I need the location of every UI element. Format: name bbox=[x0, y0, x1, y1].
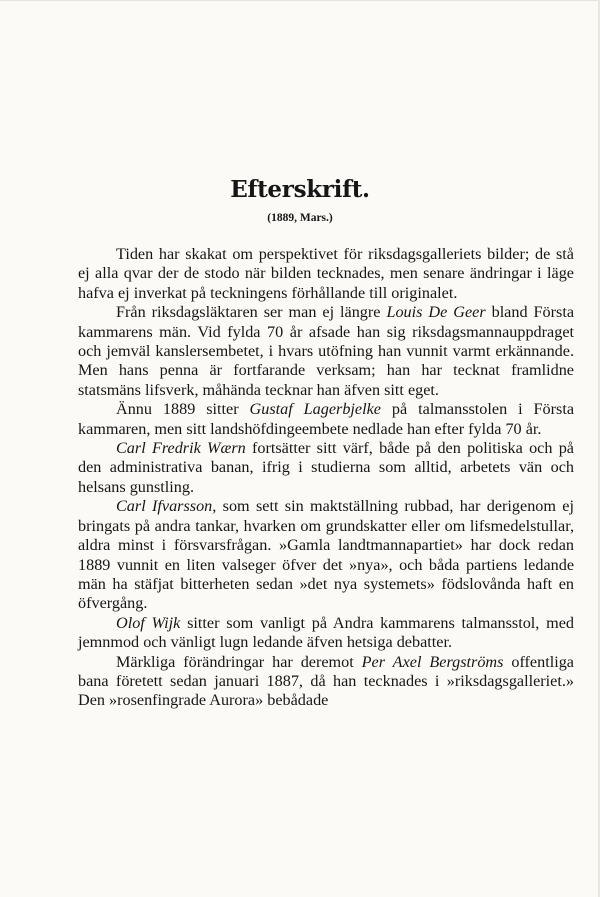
paragraph bbox=[78, 439, 574, 497]
paragraph bbox=[78, 303, 574, 400]
person-name: Louis De Geer bbox=[386, 303, 486, 322]
page-title: Efterskrift. bbox=[230, 176, 370, 203]
person-name: Carl Ifvarsson, bbox=[116, 497, 217, 516]
person-name: Gustaf Lagerbjelke bbox=[249, 400, 381, 419]
person-name: Per Axel Bergströms bbox=[361, 652, 504, 671]
text-run: bland Första kammarens män. Vid fylda 70 år afsade han sig riksdagsmannauppdraget och jemväl kanslersembetet, i hvars utöfning han vunnit varmt erkännande. Men hans penna är fortfarande verksam; han har tecknat framlidne statsmäns lifsverk, måhända tecknar han äfven sitt eget. bbox=[78, 303, 574, 399]
text-run: Tiden har skakat om perspektivet för riksdagsgalleriets bilder; de stå ej alla qvar der de stodo när bilden tecknades, men senare ändringar i läge hafva ej inverkat på teckningens förhållande till originalet. bbox=[78, 245, 574, 302]
paragraph bbox=[78, 497, 574, 613]
person-name: Olof Wijk bbox=[116, 613, 181, 632]
person-name: Carl Fredrik Wærn bbox=[116, 439, 246, 458]
text-run: sitter som vanligt på Andra kammarens talmansstol, med jemnmod och vänligt lugn ledande äfven hetsiga debatter. bbox=[78, 613, 574, 652]
body-text bbox=[78, 245, 574, 711]
page-date: (1889, Mars.) bbox=[267, 212, 333, 224]
paragraph bbox=[78, 400, 574, 439]
paragraph bbox=[78, 614, 574, 653]
text-run: Från riksdagsläktaren ser man ej längre bbox=[116, 303, 387, 322]
text-run: på talmansstolen i Första kammaren, men sitt landshöfdingeembete nedlade han efter fylda 70 år. bbox=[78, 400, 575, 438]
paragraph bbox=[78, 245, 574, 303]
paragraph bbox=[78, 653, 574, 711]
text-run: Märkliga förändringar har deremot bbox=[116, 652, 362, 671]
text-run: fortsätter sitt värf, både på den politiska och på den administrativa banan, ifrig i studierna som alltid, arbetets vän och helsans gunstling. bbox=[78, 439, 574, 496]
text-run: som sett sin maktställning rubbad, har derigenom ej bringats på andra tankar, hvarken om grundskatter eller om lifsmedelstullar, aldra minst i försvarsfrågan. »Gamla landtmannapartiet» har dock redan 1889 vunnit en liten valseger öfver det »nya», och båda partiens ledande män ha stäfjat bitterheten sedan »det nya systemets» födslovånda haft en öfvergång. bbox=[78, 497, 574, 613]
text-run: Ännu 1889 sitter bbox=[116, 400, 250, 419]
text-run: offentliga bana företett sedan januari 1887, då han tecknades i »riksdagsgalleriet.» Den »rosenfingrade Aurora» bebådade bbox=[78, 652, 574, 710]
scan-edge-top bbox=[0, 0, 600, 1]
